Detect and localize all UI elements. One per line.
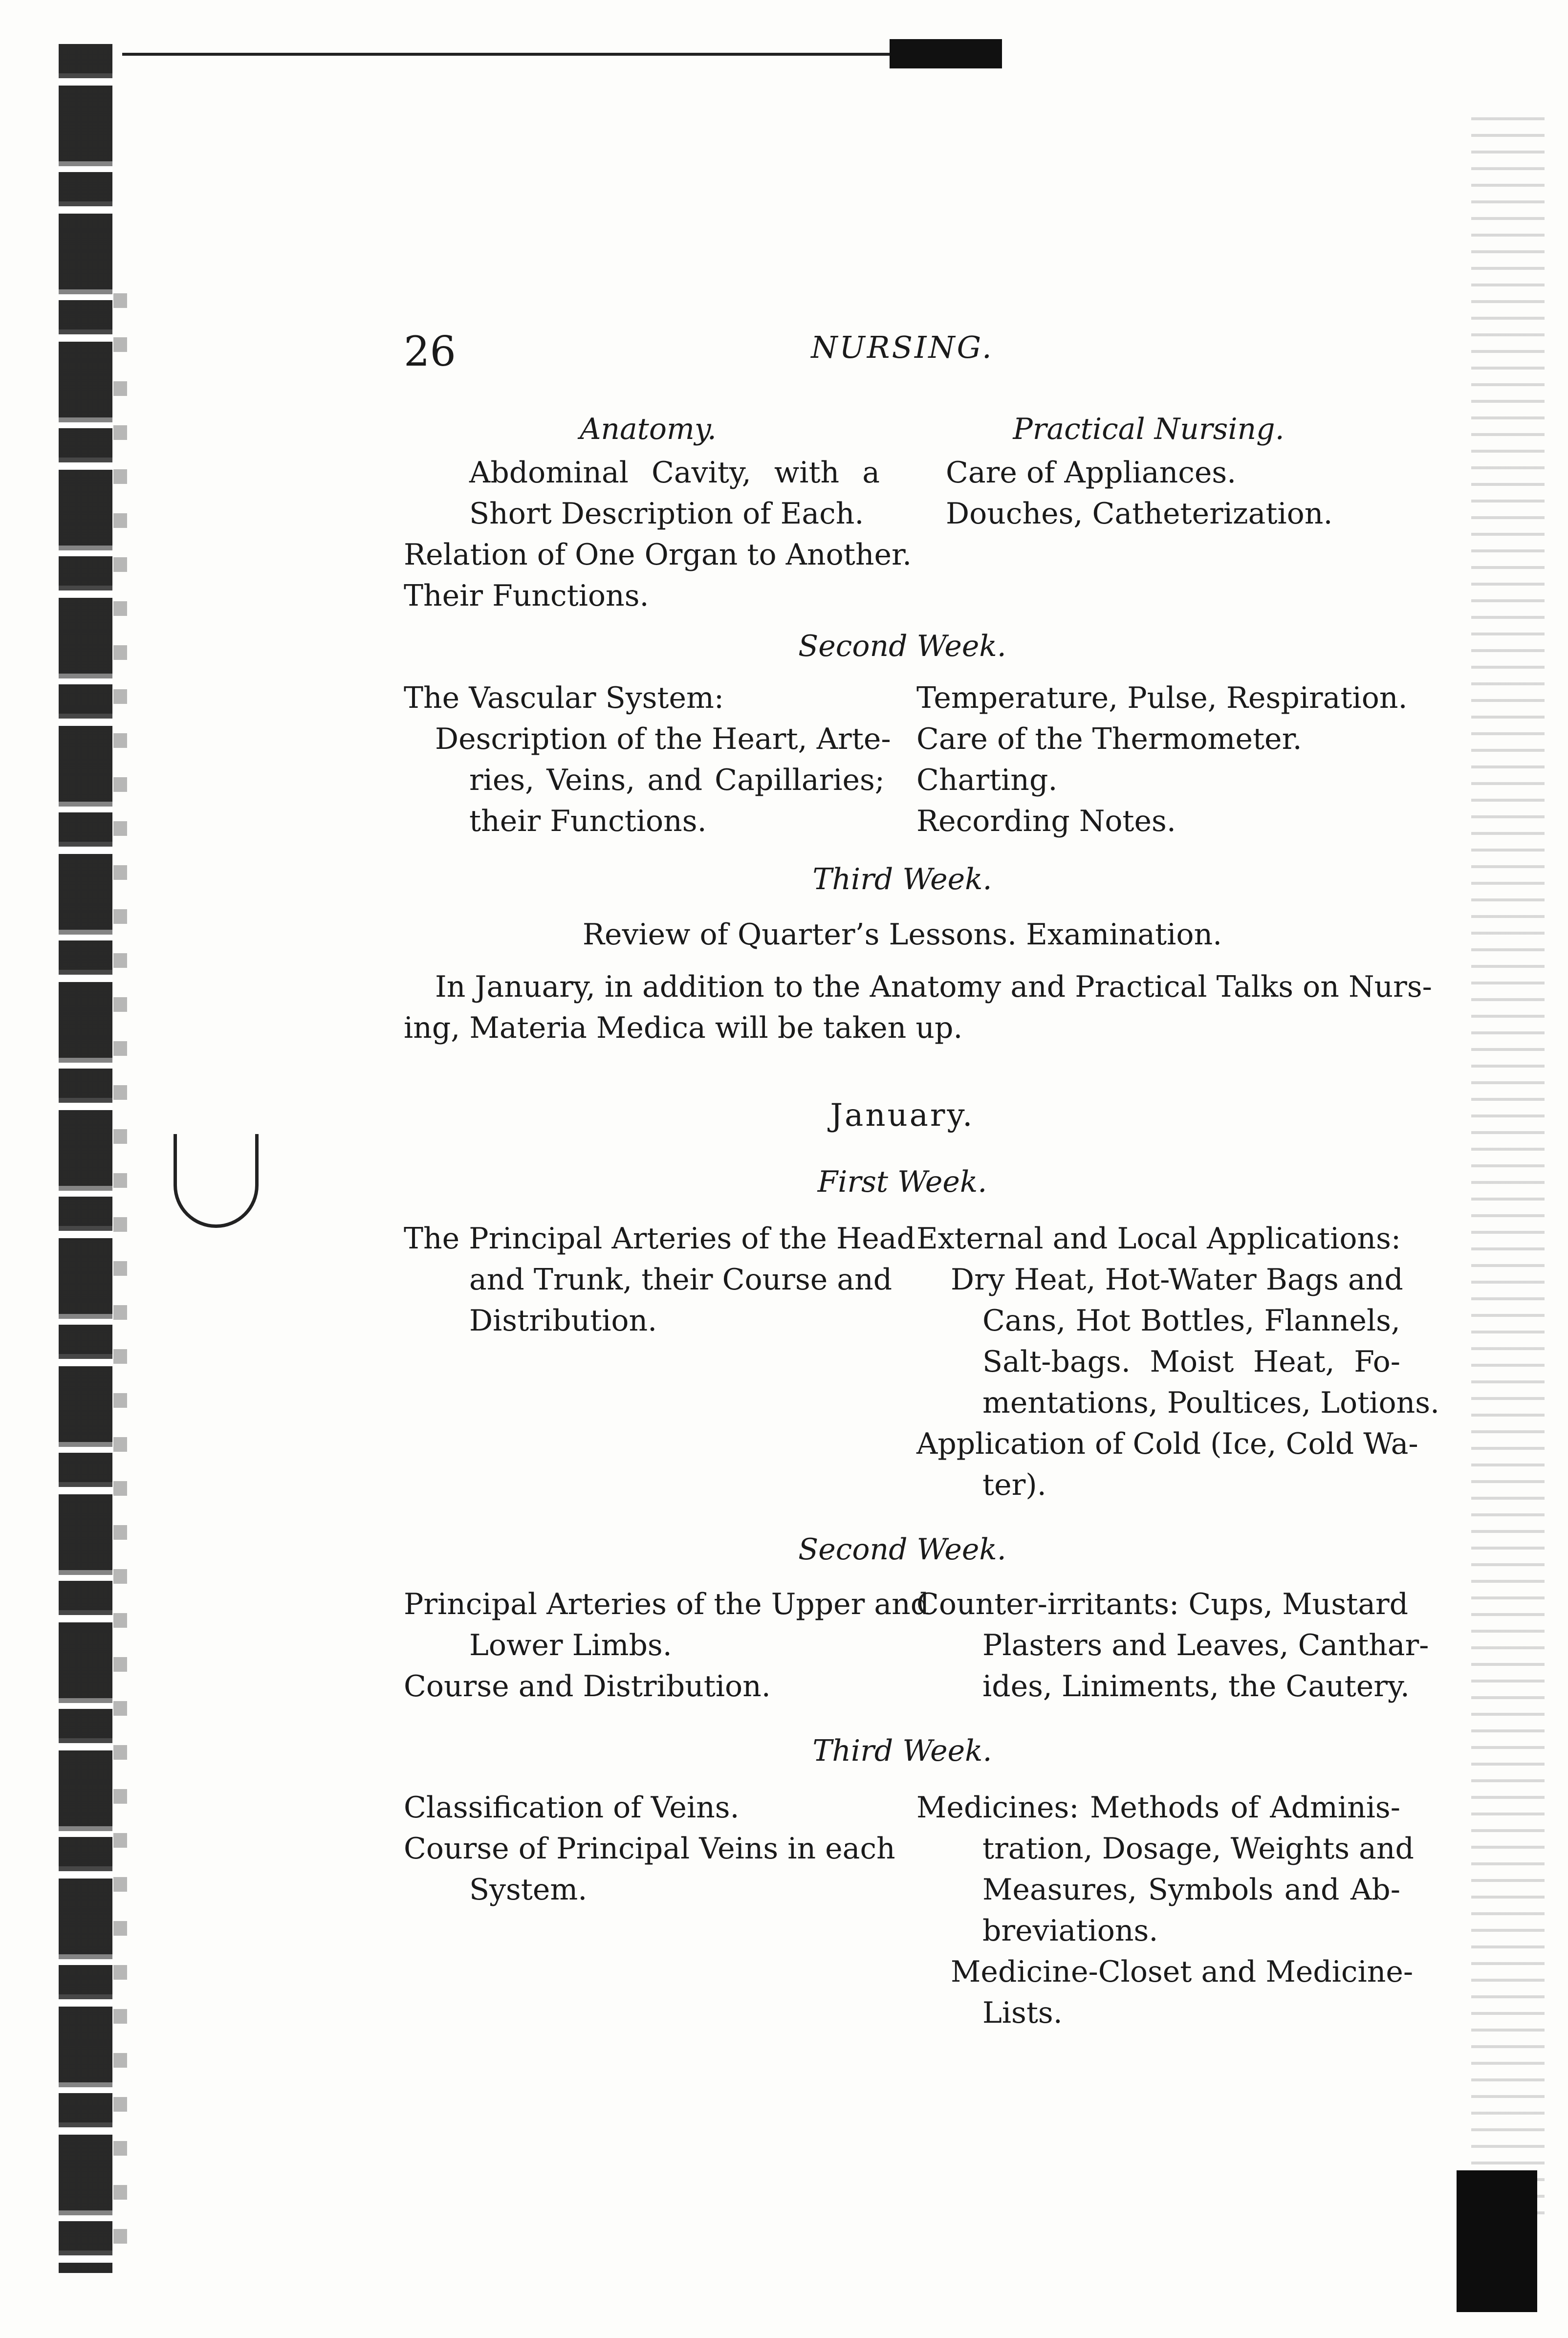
anatomy-heading: Anatomy. [580,412,717,446]
text-line: ides, Liniments, the Cautery. [982,1669,1410,1704]
text-line: Recording Notes. [916,804,1176,838]
text-line: Description of the Heart, Arte- [435,722,891,756]
text-line: Plasters and Leaves, Canthar- [982,1628,1429,1662]
page-header [404,328,1401,396]
week-heading: Third Week. [812,1734,992,1768]
text-line: ter). [982,1468,1046,1502]
text-line: Douches, Catheterization. [946,497,1333,531]
text-line: System. [469,1873,588,1907]
text-line: Course of Principal Veins in each [404,1832,895,1866]
text-line: Abdominal Cavity, with a [469,456,880,490]
paragraph-line: In January, in addition to the Anatomy and Practical Talks on Nurs- [435,970,1432,1004]
text-line: Short Description of Each. [469,497,864,531]
text-line: Care of Appliances. [946,456,1237,490]
text-line: and Trunk, their Course and [469,1263,893,1297]
scan-top-block [890,39,1002,68]
text-line: Cans, Hot Bottles, Flannels, [982,1304,1400,1338]
week-heading: Second Week. [798,629,1006,663]
text-line: Salt-bags. Moist Heat, Fo- [982,1345,1400,1379]
text-line: Lists. [982,1996,1063,2030]
text-line: Classification of Veins. [404,1791,740,1825]
week-heading: Third Week. [812,862,992,896]
text-line: ries, Veins, and Capillaries; [469,763,885,797]
text-line: tration, Dosage, Weights and [982,1832,1414,1866]
text-line: Measures, Symbols and Ab- [982,1873,1400,1907]
week-heading: Second Week. [798,1532,1006,1567]
text-line: Charting. [916,763,1058,797]
text-line: Distribution. [469,1304,657,1338]
text-line: breviations. [982,1914,1158,1948]
text-line: Review of Quarter’s Lessons. Examination. [582,918,1222,952]
scan-corner-block [1457,2170,1537,2312]
text-line: Temperature, Pulse, Respiration. [916,681,1408,715]
text-line: Application of Cold (Ice, Cold Wa- [916,1427,1418,1461]
text-line: Medicines: Methods of Adminis- [916,1791,1400,1825]
scan-edge-left [59,44,112,2273]
paragraph-line: ing, Materia Medica will be taken up. [404,1011,963,1045]
text-line: their Functions. [469,804,707,838]
text-line: mentations, Poultices, Lotions. [982,1386,1440,1420]
month-heading: January. [830,1097,975,1134]
text-line: Course and Distribution. [404,1669,771,1704]
text-line: Lower Limbs. [469,1628,672,1662]
text-line: The Principal Arteries of the Head [404,1222,915,1256]
scan-top-rule [122,53,1002,56]
text-line: Counter-irritants: Cups, Mustard [916,1587,1409,1621]
running-title: NURSING. [811,329,994,365]
text-line: Care of the Thermometer. [916,722,1302,756]
pencil-mark [174,1134,259,1228]
practical-nursing-heading: Practical Nursing. [1013,412,1285,446]
week-heading: First Week. [817,1165,987,1199]
scan-edge-right [1471,117,1545,2219]
page-number: 26 [404,328,456,375]
text-line: Dry Heat, Hot-Water Bags and [951,1263,1403,1297]
text-line: Their Functions. [404,579,649,613]
text-line: External and Local Applications: [916,1222,1401,1256]
scan-edge-left-inner [113,293,127,2249]
text-line: The Vascular System: [404,681,724,715]
text-line: Principal Arteries of the Upper and [404,1587,930,1621]
text-line: Relation of One Organ to Another. [404,538,912,572]
text-line: Medicine-Closet and Medicine- [951,1955,1414,1989]
